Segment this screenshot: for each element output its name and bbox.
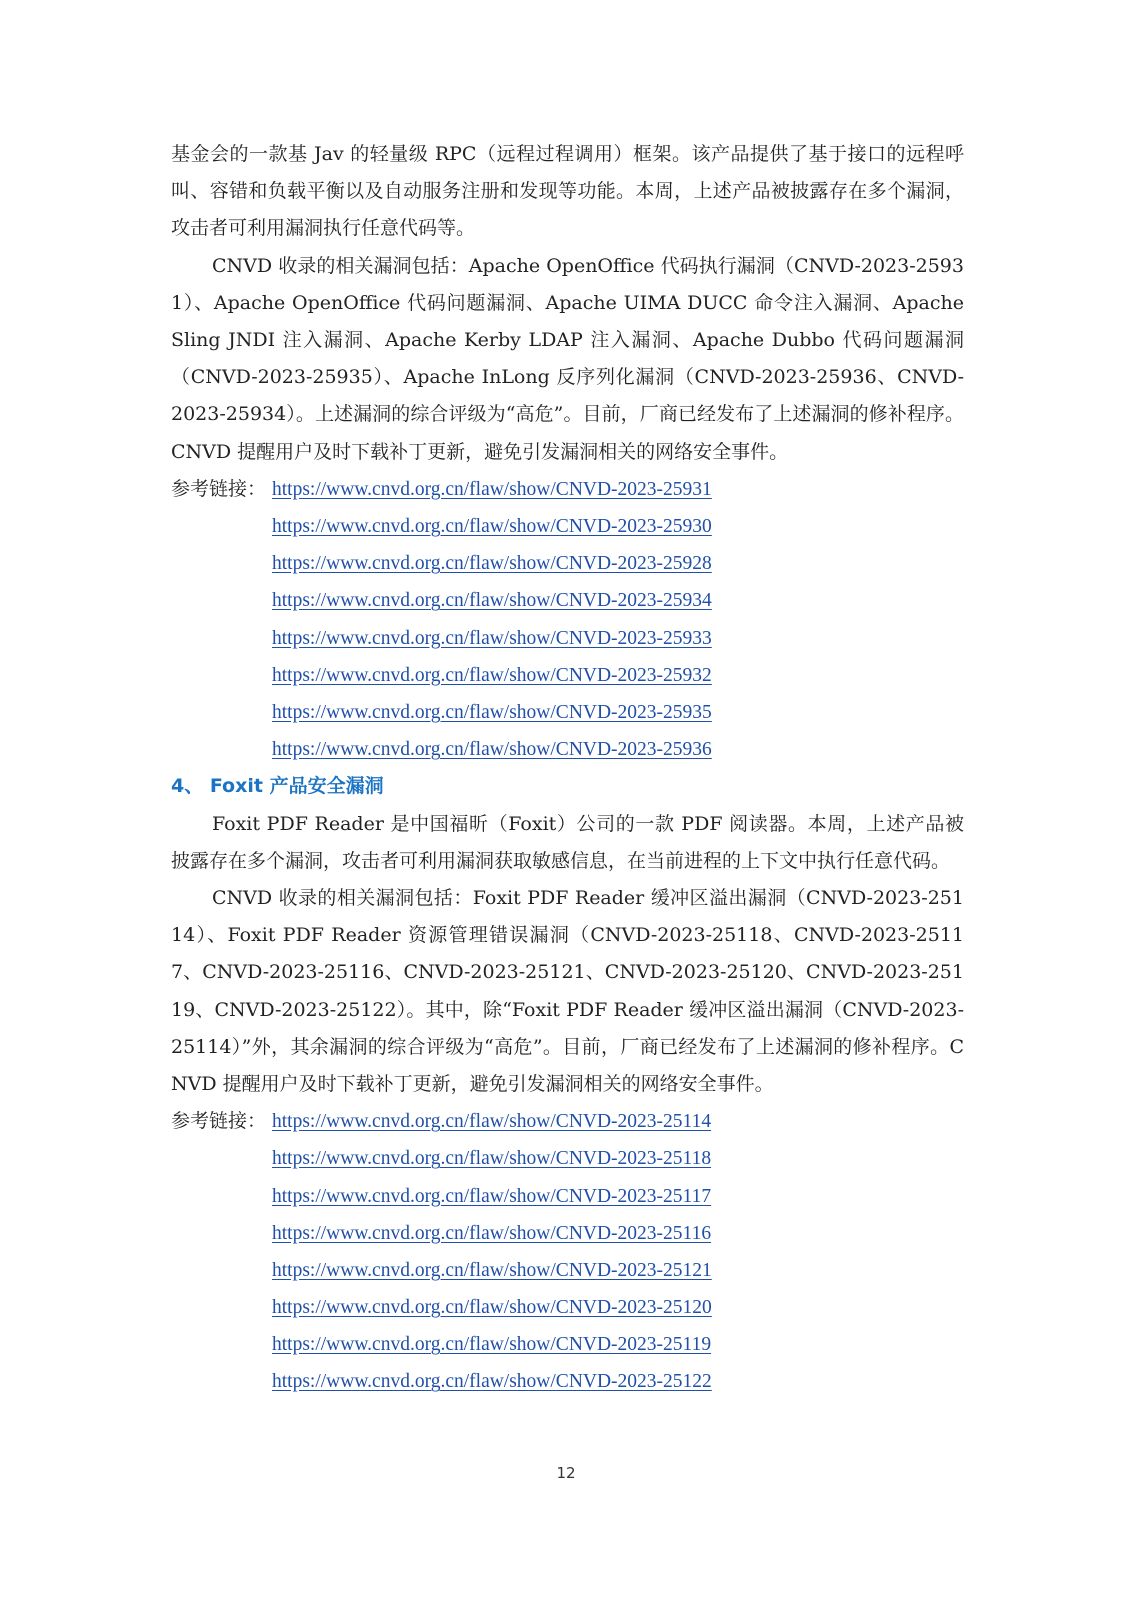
reference-link[interactable]: https://www.cnvd.org.cn/flaw/show/CNVD-2023-25118 xyxy=(272,1148,712,1170)
reference-row xyxy=(171,657,964,694)
reference-link[interactable]: https://www.cnvd.org.cn/flaw/show/CNVD-2023-25928 xyxy=(272,553,712,575)
section3-paragraph-intro: 基金会的一款基 Jav 的轻量级 RPC（远程过程调用）框架。该产品提供了基于接口的远程呼叫、容错和负载平衡以及自动服务注册和发现等功能。本周，上述产品被披露存在多个漏洞，攻击者可利用漏洞执行任意代码等。 xyxy=(171,143,964,240)
section4-heading: 4、 Foxit 产品安全漏洞 xyxy=(171,775,384,798)
reference-link[interactable]: https://www.cnvd.org.cn/flaw/show/CNVD-2023-25931 xyxy=(272,478,712,500)
reference-row xyxy=(171,1363,964,1400)
reference-link[interactable]: https://www.cnvd.org.cn/flaw/show/CNVD-2023-25116 xyxy=(272,1222,712,1244)
reference-label: 参考链接： xyxy=(171,1110,267,1133)
reference-row xyxy=(171,508,964,545)
section4-paragraph-intro: Foxit PDF Reader 是中国福昕（Foxit）公司的一款 PDF 阅读器。本周，上述产品被披露存在多个漏洞，攻击者可利用漏洞获取敏感信息，在当前进程的上下文中执行任意代码。 xyxy=(171,812,964,872)
reference-row xyxy=(171,471,964,508)
reference-row xyxy=(171,1215,964,1252)
section4-paragraph-vulnerabilities: CNVD 收录的相关漏洞包括：Foxit PDF Reader 缓冲区溢出漏洞（CNVD-2023-25114）、Foxit PDF Reader 资源管理错误漏洞（CNVD-2023-25118、CNVD-2023-25117、CNVD-2023-25116、CNVD-2023-25121、CNVD-2023-25120、CNVD-2023-25119、CNVD-2023-25122）。其中，除“Foxit PDF Reader 缓冲区溢出漏洞（CNVD-2023-25114）”外，其余漏洞的综合评级为“高危”。目前，厂商已经发布了上述漏洞的修补程序。CNVD 提醒用户及时下载补丁更新，避免引发漏洞相关的网络安全事件。 xyxy=(171,886,964,1095)
section4-reference-links xyxy=(171,1103,964,1401)
reference-row xyxy=(171,694,964,731)
page-number: 12 xyxy=(556,1464,576,1482)
reference-label: 参考链接： xyxy=(171,477,267,500)
reference-row xyxy=(171,1103,964,1140)
reference-link[interactable]: https://www.cnvd.org.cn/flaw/show/CNVD-2023-25933 xyxy=(272,627,712,649)
section3-paragraph-vulnerabilities: CNVD 收录的相关漏洞包括：Apache OpenOffice 代码执行漏洞（CNVD-2023-25931）、Apache OpenOffice 代码问题漏洞、Apache UIMA DUCC 命令注入漏洞、Apache Sling JNDI 注入漏洞、Apache Kerby LDAP 注入漏洞、Apache Dubbo 代码问题漏洞（CNVD-2023-25935）、Apache InLong 反序列化漏洞（CNVD-2023-25936、CNVD-2023-25934）。上述漏洞的综合评级为“高危”。目前，厂商已经发布了上述漏洞的修补程序。CNVD 提醒用户及时下载补丁更新，避免引发漏洞相关的网络安全事件。 xyxy=(171,254,964,463)
reference-link[interactable]: https://www.cnvd.org.cn/flaw/show/CNVD-2023-25934 xyxy=(272,590,712,612)
reference-link[interactable]: https://www.cnvd.org.cn/flaw/show/CNVD-2023-25936 xyxy=(272,739,712,761)
reference-row xyxy=(171,1252,964,1289)
reference-row xyxy=(171,1326,964,1363)
reference-row xyxy=(171,1178,964,1215)
page-content xyxy=(171,136,964,1401)
reference-link[interactable]: https://www.cnvd.org.cn/flaw/show/CNVD-2023-25114 xyxy=(272,1111,712,1133)
reference-row xyxy=(171,731,964,768)
reference-row xyxy=(171,1289,964,1326)
reference-link[interactable]: https://www.cnvd.org.cn/flaw/show/CNVD-2023-25121 xyxy=(272,1259,712,1281)
reference-link[interactable]: https://www.cnvd.org.cn/flaw/show/CNVD-2023-25932 xyxy=(272,664,712,686)
reference-row xyxy=(171,620,964,657)
reference-link[interactable]: https://www.cnvd.org.cn/flaw/show/CNVD-2023-25930 xyxy=(272,516,712,538)
reference-link[interactable]: https://www.cnvd.org.cn/flaw/show/CNVD-2023-25117 xyxy=(272,1185,712,1207)
reference-link[interactable]: https://www.cnvd.org.cn/flaw/show/CNVD-2023-25120 xyxy=(272,1297,712,1319)
reference-row xyxy=(171,1140,964,1177)
reference-link[interactable]: https://www.cnvd.org.cn/flaw/show/CNVD-2023-25119 xyxy=(272,1334,712,1356)
reference-link[interactable]: https://www.cnvd.org.cn/flaw/show/CNVD-2023-25935 xyxy=(272,701,712,723)
section3-reference-links xyxy=(171,471,964,769)
reference-link[interactable]: https://www.cnvd.org.cn/flaw/show/CNVD-2023-25122 xyxy=(272,1371,712,1393)
reference-row xyxy=(171,582,964,619)
reference-row xyxy=(171,545,964,582)
